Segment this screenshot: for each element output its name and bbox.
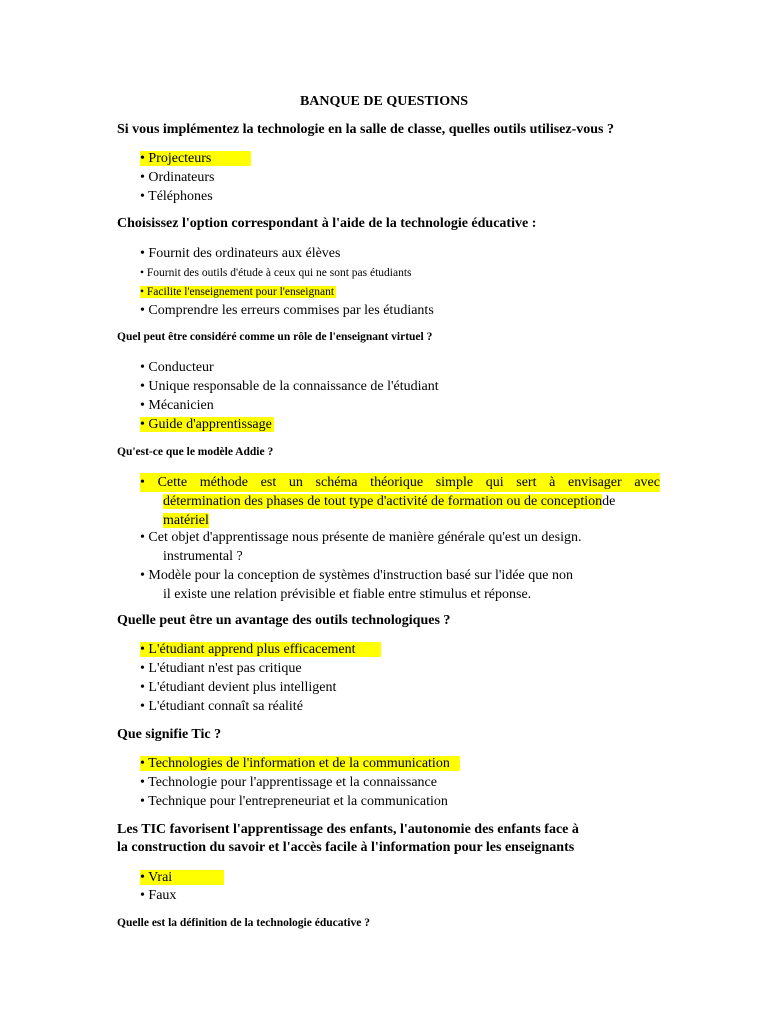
question-5: Quelle peut être un avantage des outils technologiques ?: [117, 613, 451, 628]
answer-q7-1-highlighted: • Vrai: [140, 868, 224, 887]
question-6: Que signifie Tic ?: [117, 727, 222, 742]
document-title: BANQUE DE QUESTIONS: [299, 94, 469, 109]
answer-q4-1-highlighted: [140, 473, 672, 530]
answer-q4-1-line-3: matériel: [163, 513, 209, 528]
answer-q2-2: • Fournit des outils d'étude à ceux qui ne sont pas étudiants: [140, 267, 412, 279]
answer-q5-3: • L'étudiant devient plus intelligent: [140, 680, 337, 695]
answer-q5-1-highlighted: • L'étudiant apprend plus efficacement: [140, 640, 381, 659]
answer-q3-3: • Mécanicien: [140, 398, 214, 413]
answer-q4-1-line-1: • Cette méthode est un schéma théorique simple qui sert à envisager avec: [140, 475, 660, 490]
answer-q6-3: • Technique pour l'entrepreneuriat et la communication: [140, 794, 448, 809]
answer-q4-3: • Modèle pour la conception de systèmes d'instruction basé sur l'idée que non il existe une relation prévisible et fiable entre stimulus et réponse.: [140, 568, 573, 602]
question-7-line-2: la construction du savoir et l'accès facile à l'information pour les enseignants: [117, 840, 575, 855]
question-8: Quelle est la définition de la technologie éducative ?: [117, 917, 370, 929]
answer-q7-2: • Faux: [140, 888, 177, 903]
answer-q3-2: • Unique responsable de la connaissance de l'étudiant: [140, 379, 439, 394]
question-3: Quel peut être considéré comme un rôle de l'enseignant virtuel ?: [117, 331, 433, 343]
answer-q6-1-highlighted: • Technologies de l'information et de la communication: [140, 754, 460, 773]
answer-q1-3: • Téléphones: [140, 189, 213, 204]
question-7-line-1: Les TIC favorisent l'apprentissage des enfants, l'autonomie des enfants face à: [117, 822, 579, 837]
question-4: Qu'est-ce que le modèle Addie ?: [117, 446, 274, 458]
answer-q2-1: • Fournit des ordinateurs aux élèves: [140, 246, 341, 261]
answer-q1-1-highlighted: • Projecteurs: [140, 149, 251, 168]
answer-q1-2: • Ordinateurs: [140, 170, 215, 185]
question-1: Si vous implémentez la technologie en la salle de classe, quelles outils utilisez-vous ?: [117, 122, 614, 137]
answer-q2-3-highlighted: • Facilite l'enseignement pour l'enseignant: [140, 286, 335, 298]
answer-q2-4: • Comprendre les erreurs commises par les étudiants: [140, 303, 434, 318]
question-2: Choisissez l'option correspondant à l'aide de la technologie éducative :: [117, 216, 537, 231]
answer-q3-1: • Conducteur: [140, 360, 214, 375]
answer-q5-2: • L'étudiant n'est pas critique: [140, 661, 302, 676]
answer-q6-2: • Technologie pour l'apprentissage et la connaissance: [140, 775, 437, 790]
answer-q4-2: • Cet objet d'apprentissage nous présente de manière générale qu'est un design. instrumental ?: [140, 530, 582, 564]
answer-q4-1-line-2: détermination des phases de tout type d'activité de formation ou de conceptionde: [163, 494, 616, 509]
answer-q5-4: • L'étudiant connaît sa réalité: [140, 699, 303, 714]
answer-q3-4-highlighted: • Guide d'apprentissage: [140, 417, 272, 432]
